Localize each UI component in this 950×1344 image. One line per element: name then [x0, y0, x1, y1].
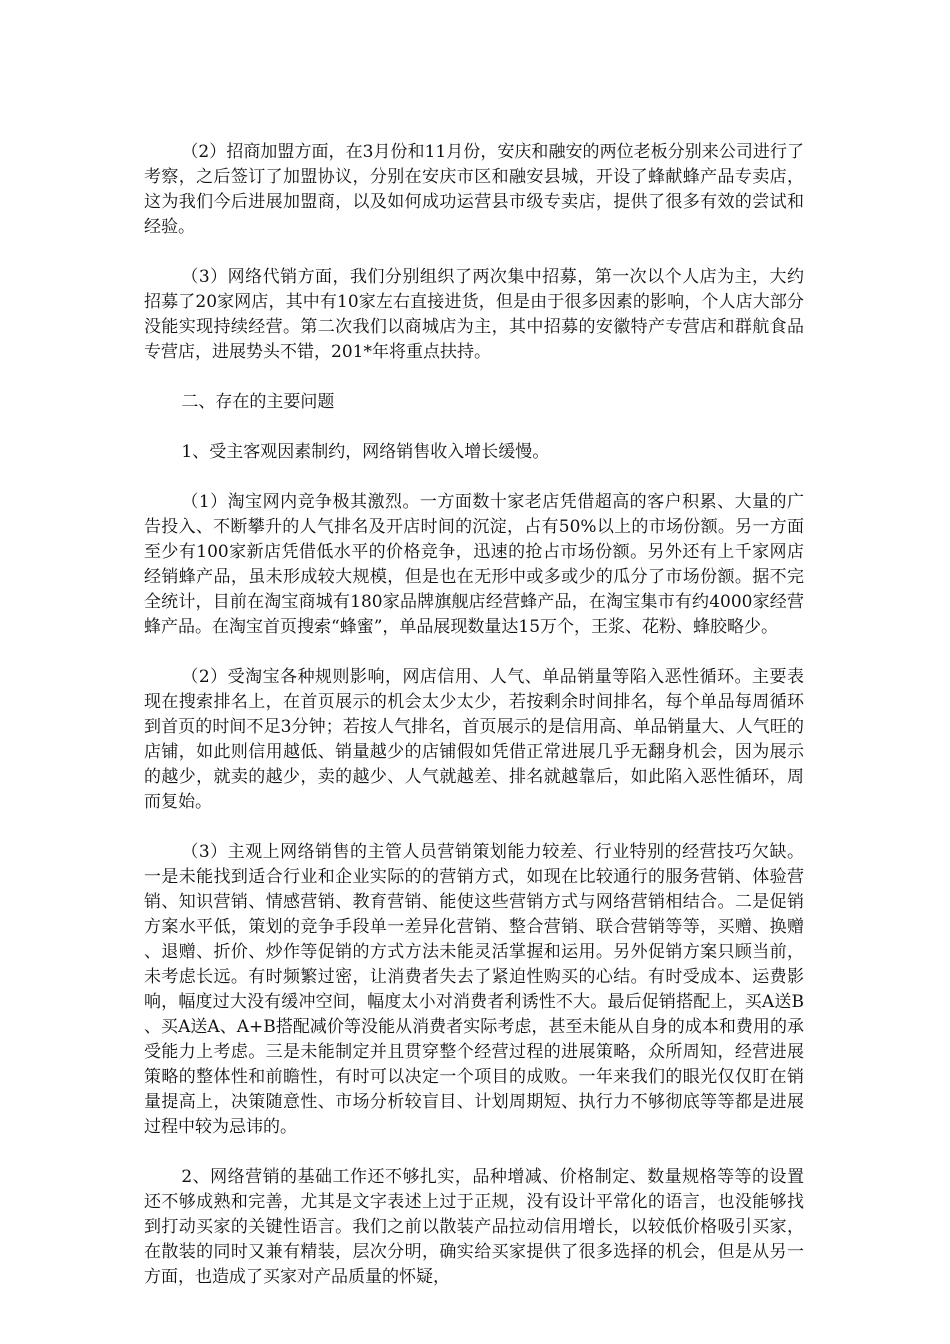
paragraph-taobao-competition: （1）淘宝网内竞争极其激烈。一方面数十家老店凭借超高的客户积累、大量的广告投入、不断攀升的人气排名及开店时间的沉淀，占有50%以上的市场份额。另一方面至少有100家新店凭借低水平的价格竞争，迅速的抢占市场份额。另外还有上千家网店经销蜂产品，虽未形成较大规模，但是也在无形中或多或少的瓜分了市场份额。据不完全统计，目前在淘宝商城有180家品牌旗舰店经营蜂产品，在淘宝集市有约4000家经营蜂产品。在淘宝首页搜索“蜂蜜”，单品展现数量达15万个，王浆、花粉、蜂胶略少。: [144, 492, 804, 637]
document-body: [144, 140, 804, 1315]
paragraph-taobao-rules: （2）受淘宝各种规则影响，网店信用、人气、单品销量等陷入恶性循环。主要表现在搜索排名上，在首页展示的机会太少太少，若按剩余时间排名，每个单品每周循环到首页的时间不足3分钟；若按人气排名，首页展示的是信用高、单品销量大、人气旺的店铺，如此则信用越低、销量越少的店铺假如凭借正常进展几乎无翻身机会，因为展示的越少，就卖的越少，卖的越少、人气就越差、排名就越靠后，如此陷入恶性循环，周而复始。: [144, 667, 804, 812]
paragraph-franchise: （2）招商加盟方面，在3月份和11月份，安庆和融安的两位老板分别来公司进行了考察，之后签订了加盟协议，分别在安庆市区和融安县城，开设了蜂献蜂产品专卖店，这为我们今后进展加盟商，以及如何成功运营县市级专卖店，提供了很多有效的尝试和经验。: [144, 142, 804, 237]
paragraph-marketing-skills: （3）主观上网络销售的主管人员营销策划能力较差、行业特别的经营技巧欠缺。一是未能找到适合行业和企业实际的的营销方式，如现在比较通行的服务营销、体验营销、知识营销、情感营销、教育营销、能使这些营销方式与网络营销相结合。二是促销方案水平低，策划的竞争手段单一差异化营销、整合营销、联合营销等等，买赠、换赠、退赠、折价、炒作等促销的方式方法未能灵活掌握和运用。另外促销方案只顾当前，未考虑长远。有时频繁过密，让消费者失去了紧迫性购买的心结。有时受成本、运费影响，幅度过大没有缓冲空间，幅度太小对消费者利诱性不大。最后促销搭配上，买A送B、买A送A、A+B搭配减价等没能从消费者实际考虑，甚至未能从自身的成本和费用的承受能力上考虑。三是未能制定并且贯穿整个经营过程的进展策略，众所周知，经营进展策略的整体性和前瞻性，有时可以决定一个项目的成败。一年来我们的眼光仅仅盯在销量提高上，决策随意性、市场分析较盲目、计划周期短、执行力不够彻底等等都是进展过程中较为忌讳的。: [144, 842, 804, 1137]
section-heading-problems: 二、存在的主要问题: [181, 392, 335, 412]
paragraph-basic-work: 2、网络营销的基础工作还不够扎实，品种增减、价格制定、数量规格等等的设置还不够成熟和完善，尤其是文字表述上过于正规，没有设计平常化的语言，也没能够找到打动买家的关键性语言。我们之前以散装产品拉动信用增长，以较低价格吸引买家，在散装的同时又兼有精装，层次分明，确实给买家提供了很多选择的机会，但是从另一方面，也造成了买家对产品质量的怀疑，: [144, 1167, 804, 1287]
paragraph-online-agency: （3）网络代销方面，我们分别组织了两次集中招募，第一次以个人店为主，大约招募了20家网店，其中有10家左右直接进货，但是由于很多因素的影响，个人店大部分没能实现持续经营。第二次我们以商城店为主，其中招募的安徽特产专营店和群航食品专营店，进展势头不错，201*年将重点扶持。: [144, 267, 804, 362]
subsection-heading-1: 1、受主客观因素制约，网络销售收入增长缓慢。: [181, 442, 550, 462]
